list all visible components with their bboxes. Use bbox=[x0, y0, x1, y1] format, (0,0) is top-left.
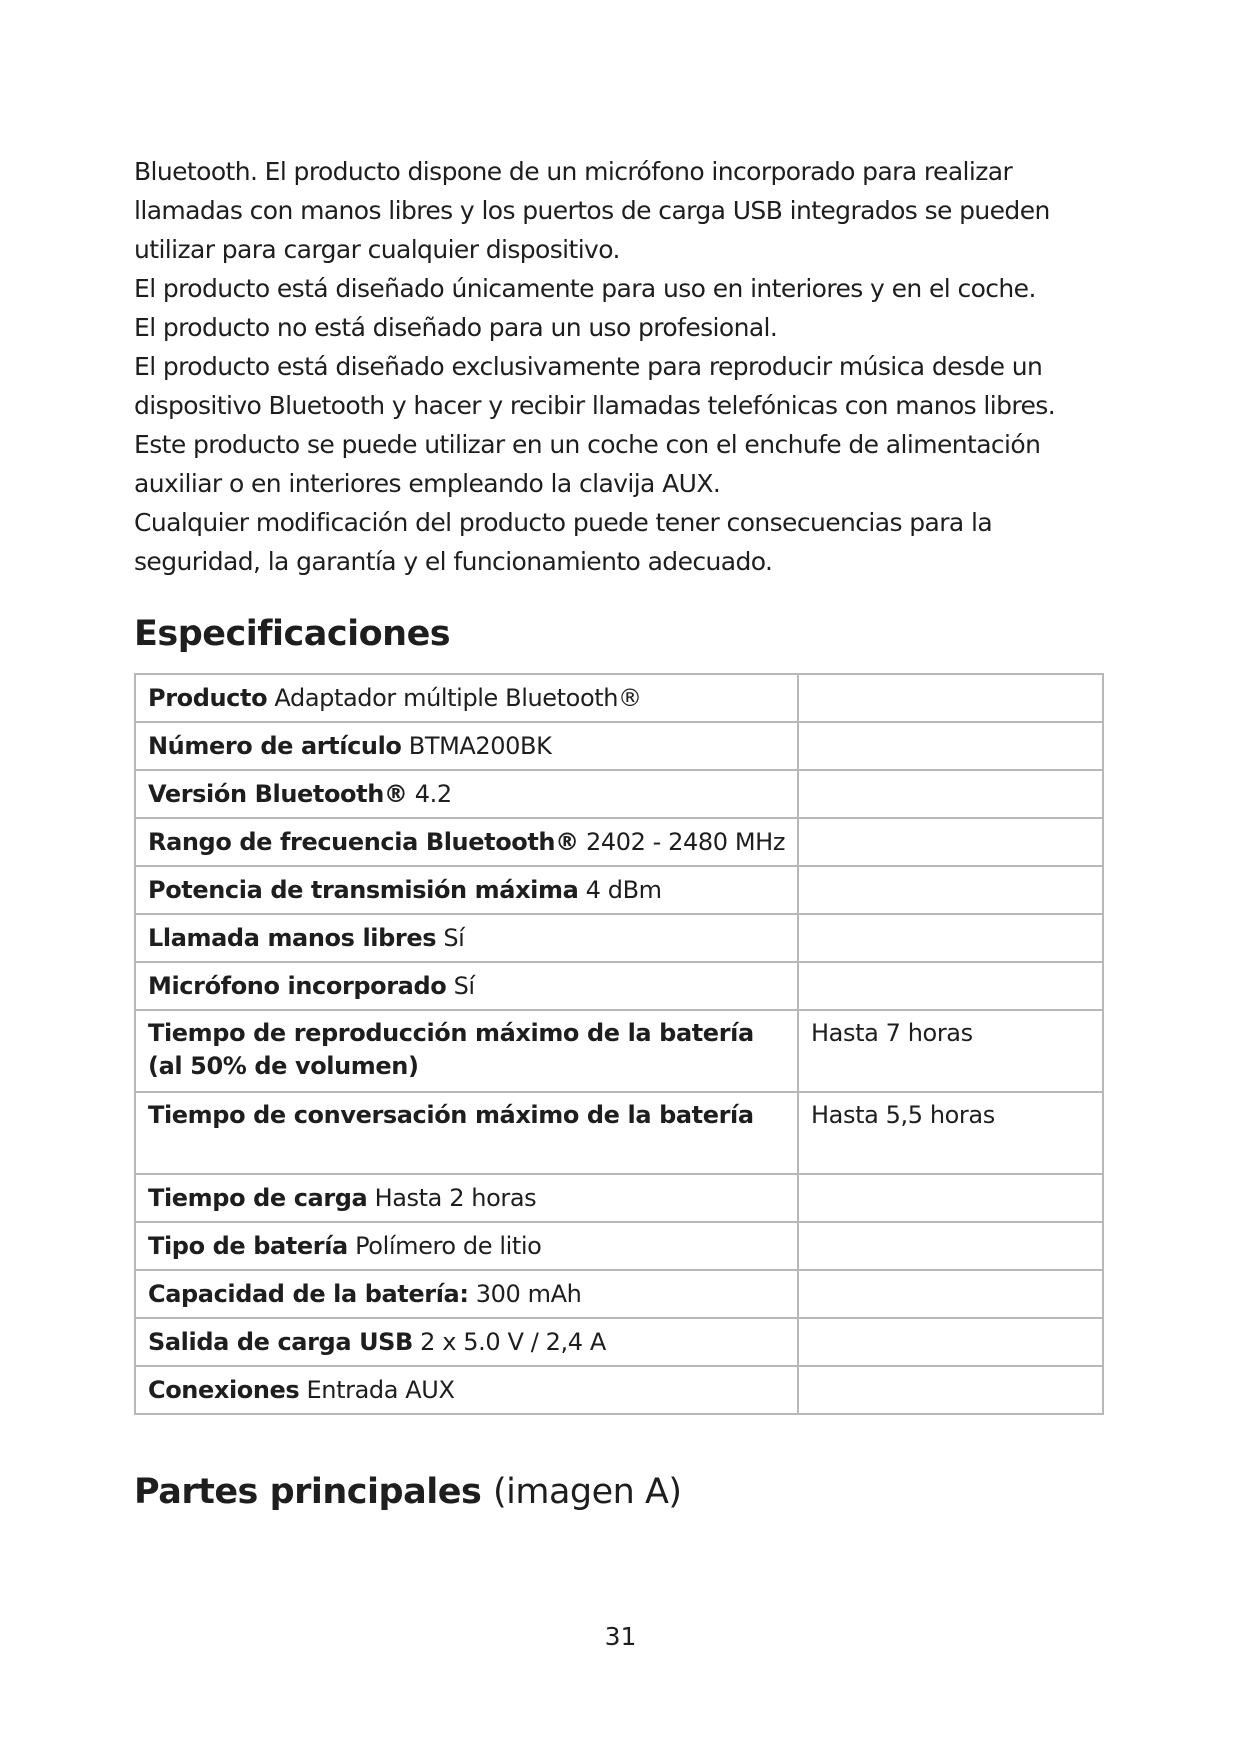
table-row bbox=[135, 1366, 1103, 1414]
spec-cell bbox=[135, 1222, 798, 1270]
spec-cell bbox=[135, 914, 798, 962]
spec-cell bbox=[135, 674, 798, 722]
page-number: 31 bbox=[604, 1622, 637, 1651]
main-parts-heading-bold: Partes principales bbox=[134, 1472, 482, 1512]
spec-label: Producto bbox=[148, 683, 268, 712]
spec-extra-value bbox=[798, 1318, 1103, 1366]
table-row bbox=[135, 914, 1103, 962]
spec-extra-value bbox=[798, 1222, 1103, 1270]
intro-line: El producto no está diseñado para un uso profesional. bbox=[134, 313, 778, 342]
intro-line: dispositivo Bluetooth y hacer y recibir llamadas telefónicas con manos libres. bbox=[134, 391, 1056, 420]
spec-extra-value: Hasta 7 horas bbox=[798, 1010, 1103, 1092]
table-row bbox=[135, 962, 1103, 1010]
spec-extra-value bbox=[798, 1174, 1103, 1222]
spec-cell bbox=[135, 1174, 798, 1222]
table-row bbox=[135, 1270, 1103, 1318]
spec-extra-value: Hasta 5,5 horas bbox=[798, 1092, 1103, 1174]
intro-line: seguridad, la garantía y el funcionamiento adecuado. bbox=[134, 547, 773, 576]
spec-label: Conexiones bbox=[148, 1375, 300, 1404]
spec-cell bbox=[135, 1318, 798, 1366]
spec-extra-value bbox=[798, 866, 1103, 914]
intro-paragraph bbox=[134, 152, 1094, 581]
spec-value: Sí bbox=[443, 923, 465, 952]
table-row bbox=[135, 1010, 1103, 1092]
spec-value: Adaptador múltiple Bluetooth® bbox=[274, 683, 642, 712]
spec-value: Hasta 2 horas bbox=[374, 1183, 537, 1212]
spec-cell bbox=[135, 722, 798, 770]
spec-label: Número de artículo bbox=[148, 731, 402, 760]
table-row bbox=[135, 674, 1103, 722]
table-row bbox=[135, 1222, 1103, 1270]
spec-cell bbox=[135, 866, 798, 914]
spec-extra-value bbox=[798, 1366, 1103, 1414]
spec-value: Sí bbox=[453, 971, 475, 1000]
spec-value: BTMA200BK bbox=[408, 731, 552, 760]
intro-line: Cualquier modificación del producto puede tener consecuencias para la bbox=[134, 508, 993, 537]
spec-value: 300 mAh bbox=[475, 1279, 582, 1308]
intro-line: El producto está diseñado únicamente para uso en interiores y en el coche. bbox=[134, 274, 1036, 303]
intro-line: El producto está diseñado exclusivamente para reproducir música desde un bbox=[134, 352, 1043, 381]
spec-extra-value bbox=[798, 818, 1103, 866]
table-row bbox=[135, 1318, 1103, 1366]
spec-extra-value bbox=[798, 770, 1103, 818]
main-parts-heading bbox=[134, 1472, 682, 1512]
main-parts-heading-note: (imagen A) bbox=[492, 1472, 682, 1512]
spec-cell bbox=[135, 1270, 798, 1318]
table-row bbox=[135, 722, 1103, 770]
spec-label: Tiempo de conversación máximo de la batería bbox=[148, 1101, 754, 1129]
table-row bbox=[135, 770, 1103, 818]
spec-cell bbox=[135, 818, 798, 866]
spec-label: Salida de carga USB bbox=[148, 1327, 413, 1356]
spec-value: 2 x 5.0 V / 2,4 A bbox=[420, 1327, 606, 1356]
spec-value: Entrada AUX bbox=[306, 1375, 455, 1404]
spec-extra-value bbox=[798, 674, 1103, 722]
intro-line: Bluetooth. El producto dispone de un micrófono incorporado para realizar bbox=[134, 157, 1013, 186]
spec-extra-value bbox=[798, 1270, 1103, 1318]
table-row bbox=[135, 1092, 1103, 1174]
spec-extra-value bbox=[798, 722, 1103, 770]
spec-value: 4.2 bbox=[414, 779, 452, 808]
intro-line: utilizar para cargar cualquier dispositivo. bbox=[134, 235, 620, 264]
spec-label: Rango de frecuencia Bluetooth® bbox=[148, 827, 579, 856]
spec-cell bbox=[135, 1366, 798, 1414]
spec-extra-value bbox=[798, 914, 1103, 962]
table-row bbox=[135, 1174, 1103, 1222]
spec-label: Versión Bluetooth® bbox=[148, 779, 408, 808]
spec-label: Tiempo de carga bbox=[148, 1183, 368, 1212]
spec-label: Llamada manos libres bbox=[148, 923, 437, 952]
specifications-heading: Especificaciones bbox=[134, 614, 451, 654]
spec-cell bbox=[135, 770, 798, 818]
spec-label: Capacidad de la batería: bbox=[148, 1279, 469, 1308]
spec-label: Tipo de batería bbox=[148, 1231, 348, 1260]
spec-cell bbox=[135, 962, 798, 1010]
spec-cell bbox=[135, 1092, 798, 1174]
intro-line: Este producto se puede utilizar en un coche con el enchufe de alimentación bbox=[134, 430, 1041, 459]
spec-label: Potencia de transmisión máxima bbox=[148, 875, 579, 904]
spec-value: 2402 - 2480 MHz bbox=[585, 827, 786, 856]
intro-line: auxiliar o en interiores empleando la clavija AUX. bbox=[134, 469, 721, 498]
spec-value: Polímero de litio bbox=[355, 1231, 542, 1260]
intro-line: llamadas con manos libres y los puertos de carga USB integrados se pueden bbox=[134, 196, 1050, 225]
table-row bbox=[135, 818, 1103, 866]
table-row bbox=[135, 866, 1103, 914]
spec-label: Micrófono incorporado bbox=[148, 971, 447, 1000]
spec-value: 4 dBm bbox=[585, 875, 662, 904]
spec-label: Tiempo de reproducción máximo de la batería (al 50% de volumen) bbox=[148, 1019, 754, 1080]
specifications-table bbox=[134, 673, 1104, 1415]
spec-cell bbox=[135, 1010, 798, 1092]
spec-extra-value bbox=[798, 962, 1103, 1010]
